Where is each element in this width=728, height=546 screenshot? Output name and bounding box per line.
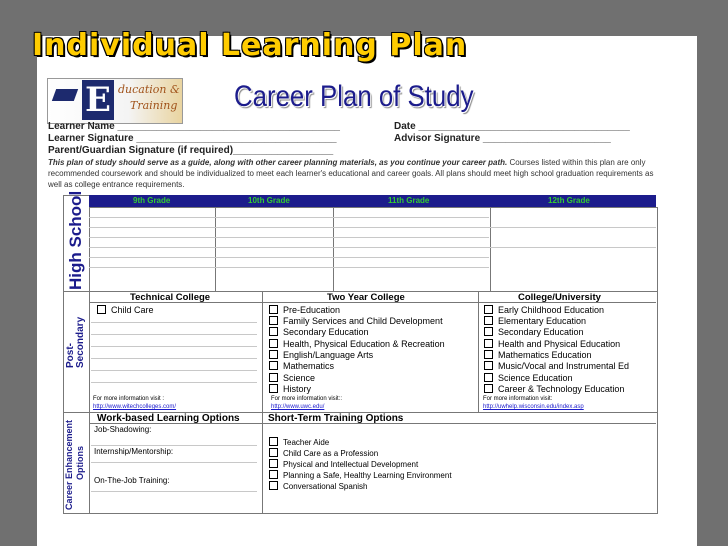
grade-10-header: 10th Grade [248, 196, 290, 205]
two-year-info-link[interactable]: http://www.uwc.edu/ [271, 404, 325, 410]
list-item[interactable]: Physical and Intellectual Development [269, 459, 418, 469]
work-ruled-line [91, 491, 257, 492]
checkbox-icon[interactable] [269, 470, 278, 479]
list-item[interactable]: Career & Technology Education [484, 384, 624, 394]
checkbox-icon[interactable] [269, 327, 278, 336]
university-info-text: For more information visit: [483, 396, 553, 402]
checkbox-icon[interactable] [484, 350, 493, 359]
grade-11-header: 11th Grade [388, 196, 430, 205]
work-ruled-line [91, 445, 257, 446]
tech-ruled-line [91, 370, 257, 371]
tech-ruled-line [91, 346, 257, 347]
two-year-college-header: Two Year College [327, 292, 405, 303]
post-secondary-label-2: Secondary [75, 316, 86, 368]
post-secondary-label-1: Post- [65, 343, 76, 368]
grade-10-cell[interactable] [215, 207, 334, 292]
tech-ruled-line [91, 382, 257, 383]
grade-11-cell[interactable] [333, 207, 491, 292]
date-field[interactable]: Date ______________________________________ [394, 121, 630, 132]
guardian-signature-field[interactable]: Parent/Guardian Signature (if required)__________________ [48, 145, 334, 156]
checkbox-icon[interactable] [484, 316, 493, 325]
list-item[interactable]: Science [269, 373, 315, 383]
checkbox-icon[interactable] [269, 448, 278, 457]
checkbox-icon[interactable] [269, 305, 278, 314]
work-based-header: Work-based Learning Options [97, 413, 240, 424]
checkbox-icon[interactable] [269, 350, 278, 359]
list-item[interactable]: Mathematics Education [484, 350, 592, 360]
grade-12-header: 12th Grade [548, 196, 590, 205]
logo-text-2: Training [130, 99, 178, 112]
checkbox-icon[interactable] [269, 459, 278, 468]
high-school-label: High School [66, 190, 85, 290]
technical-college-header: Technical College [130, 292, 211, 303]
grade-12-cell[interactable] [490, 207, 658, 292]
checkbox-icon[interactable] [484, 327, 493, 336]
checkbox-icon[interactable] [484, 339, 493, 348]
checkbox-icon[interactable] [97, 305, 106, 314]
document-subtitle: Career Plan of Study [234, 80, 474, 113]
tech-ruled-line [91, 334, 257, 335]
checkbox-icon[interactable] [269, 316, 278, 325]
internship-label: Internship/Mentorship: [94, 447, 174, 456]
intro-bold-text: This plan of study should serve as a guide, along with other career planning materials, as you continue your career path. [48, 158, 508, 167]
tech-info-link[interactable]: http://www.witechcolleges.com/ [93, 404, 177, 410]
learner-signature-field[interactable]: Learner Signature ____________________________________ [48, 133, 337, 144]
intro-paragraph [48, 157, 668, 190]
tech-ruled-line [91, 322, 257, 323]
list-item[interactable]: Pre-Education [269, 305, 340, 315]
checkbox-icon[interactable] [484, 305, 493, 314]
list-item[interactable]: Music/Vocal and Instrumental Ed [484, 361, 629, 371]
list-item[interactable]: Science Education [484, 373, 573, 383]
grade-9-cell[interactable] [89, 207, 216, 292]
career-enhancement-label-2: Options [75, 446, 85, 480]
hs-row-line [89, 217, 489, 218]
career-enhancement-label-1: Career Enhancement [64, 419, 74, 510]
short-term-header: Short-Term Training Options [268, 413, 404, 424]
checkbox-icon[interactable] [484, 384, 493, 393]
list-item[interactable]: Early Childhood Education [484, 305, 604, 315]
graduation-cap-icon [52, 89, 78, 101]
learner-name-field[interactable]: Learner Name ________________________________________ [48, 121, 340, 132]
work-ruled-line [91, 462, 257, 463]
logo-text-1: ducation & [118, 83, 180, 96]
list-item[interactable]: Health and Physical Education [484, 339, 620, 349]
list-item[interactable]: Health, Physical Education & Recreation [269, 339, 445, 349]
checkbox-icon[interactable] [484, 373, 493, 382]
list-item[interactable]: Secondary Education [269, 327, 369, 337]
checkbox-icon[interactable] [269, 361, 278, 370]
list-item[interactable]: Planning a Safe, Healthy Learning Environment [269, 470, 452, 480]
list-item[interactable]: Conversational Spanish [269, 481, 368, 491]
grade-9-header: 9th Grade [133, 196, 171, 205]
advisor-signature-field[interactable]: Advisor Signature _______________________ [394, 133, 611, 144]
slide-title: Individual Learning Plan [32, 28, 468, 63]
hs-row-line [89, 267, 489, 268]
college-university-header: College/University [518, 292, 601, 303]
list-item[interactable]: Elementary Education [484, 316, 586, 326]
checkbox-icon[interactable] [269, 384, 278, 393]
list-item[interactable]: Child Care as a Profession [269, 448, 378, 458]
hs-row-line [89, 247, 656, 248]
job-shadowing-label: Job-Shadowing: [94, 425, 152, 434]
list-item[interactable]: History [269, 384, 311, 394]
checkbox-icon[interactable] [484, 361, 493, 370]
checkbox-icon[interactable] [269, 339, 278, 348]
tech-ruled-line [91, 358, 257, 359]
list-item[interactable]: Teacher Aide [269, 437, 329, 447]
list-item[interactable]: Child Care [97, 305, 154, 315]
tech-info-text: For more information visit : [93, 396, 165, 402]
list-item[interactable]: English/Language Arts [269, 350, 373, 360]
education-training-logo [47, 78, 183, 124]
university-info-link[interactable]: http://uwhelp.wisconsin.edu/index.asp [483, 404, 584, 410]
hs-row-line [89, 237, 489, 238]
logo-letter: E [82, 80, 114, 120]
list-item[interactable]: Mathematics [269, 361, 334, 371]
checkbox-icon[interactable] [269, 481, 278, 490]
two-year-info-text: For more information visit:: [271, 396, 343, 402]
hs-row-line [89, 227, 656, 228]
hs-row-line [89, 257, 489, 258]
list-item[interactable]: Family Services and Child Development [269, 316, 443, 326]
checkbox-icon[interactable] [269, 437, 278, 446]
checkbox-icon[interactable] [269, 373, 278, 382]
on-the-job-label: On-The-Job Training: [94, 476, 170, 485]
list-item[interactable]: Secondary Education [484, 327, 584, 337]
intro-rest-text: Courses listed within this plan are only recommended coursework and should be individualized to meet each learner's educational and career goals. All plans should meet high school graduation requirements as well as college entrance requirements. [48, 158, 654, 189]
